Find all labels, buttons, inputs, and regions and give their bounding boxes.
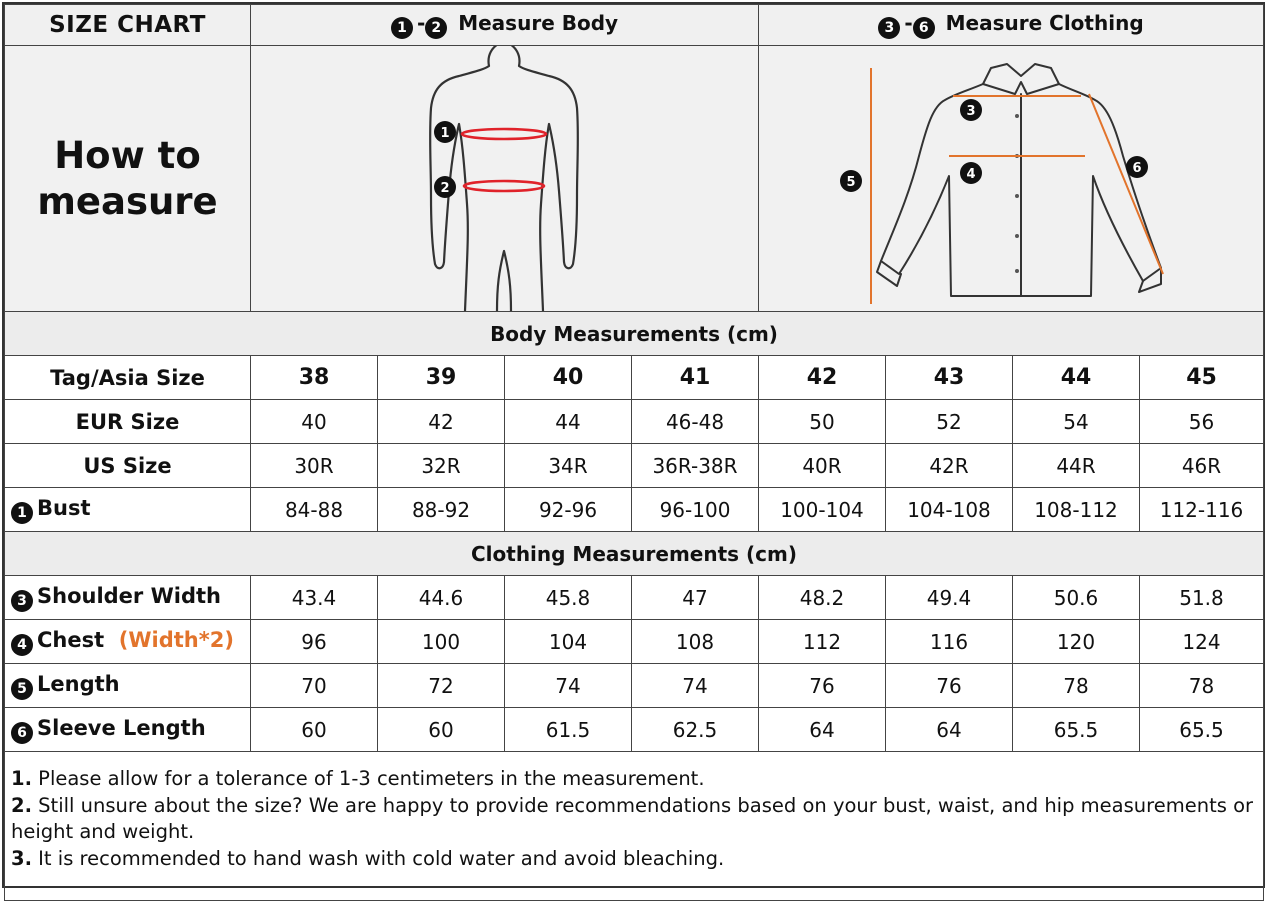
chest-width-note: (Width*2) xyxy=(118,627,234,652)
body-outline-illustration xyxy=(251,46,757,311)
table-cell: 50 xyxy=(759,400,886,444)
svg-text:2: 2 xyxy=(440,181,450,196)
table-cell: 56 xyxy=(1140,400,1264,444)
table-cell: 47 xyxy=(632,576,759,620)
note-number: 2. xyxy=(11,793,32,817)
row-label-cell xyxy=(5,708,251,752)
table-cell: 100 xyxy=(378,620,505,664)
shirt-marker-5 xyxy=(840,170,862,192)
row-label: Chest xyxy=(37,627,105,652)
clothing-measurements-band xyxy=(5,532,1264,576)
row-label: Sleeve Length xyxy=(37,715,206,740)
shirt-marker-6 xyxy=(1126,156,1148,178)
svg-text:1: 1 xyxy=(440,126,450,141)
table-cell: 41 xyxy=(632,356,759,400)
table-row xyxy=(5,664,1264,708)
header-row xyxy=(5,5,1264,46)
shirt-diagram-cell xyxy=(759,46,1264,312)
table-cell: 43 xyxy=(886,356,1013,400)
shirt-marker-3 xyxy=(960,99,982,121)
table-cell: 49.4 xyxy=(886,576,1013,620)
table-cell: 54 xyxy=(1013,400,1140,444)
marker-badge: 3 xyxy=(11,590,33,612)
shirt-marker-4 xyxy=(960,162,982,184)
table-cell: 44 xyxy=(505,400,632,444)
row-label: EUR Size xyxy=(5,400,251,444)
table-row xyxy=(5,576,1264,620)
notes-row xyxy=(5,752,1264,901)
table-cell: 46R xyxy=(1140,444,1264,488)
table-cell: 42 xyxy=(378,400,505,444)
table-cell: 60 xyxy=(378,708,505,752)
table-cell: 40R xyxy=(759,444,886,488)
table-cell: 61.5 xyxy=(505,708,632,752)
table-cell: 32R xyxy=(378,444,505,488)
table-cell: 46-48 xyxy=(632,400,759,444)
table-cell: 52 xyxy=(886,400,1013,444)
table-cell: 92-96 xyxy=(505,488,632,532)
table-cell: 78 xyxy=(1140,664,1264,708)
marker-badge: 6 xyxy=(11,722,33,744)
table-cell: 96 xyxy=(251,620,378,664)
table-row xyxy=(5,488,1264,532)
notes-cell xyxy=(5,752,1264,901)
table-row xyxy=(5,444,1264,488)
marker-badge: 2 xyxy=(425,17,447,39)
measure-clothing-header: 3 - 6 Measure Clothing xyxy=(759,5,1264,46)
table-row xyxy=(5,620,1264,664)
row-label: Length xyxy=(37,671,120,696)
svg-text:4: 4 xyxy=(966,167,976,182)
marker-badge: 1 xyxy=(11,502,33,524)
table-cell: 124 xyxy=(1140,620,1264,664)
marker-badge: 5 xyxy=(11,678,33,700)
table-cell: 62.5 xyxy=(632,708,759,752)
table-cell: 74 xyxy=(505,664,632,708)
table-cell: 45.8 xyxy=(505,576,632,620)
svg-text:6: 6 xyxy=(1132,161,1142,176)
table-cell: 36R-38R xyxy=(632,444,759,488)
row-label: US Size xyxy=(5,444,251,488)
table-cell: 50.6 xyxy=(1013,576,1140,620)
table-cell: 64 xyxy=(886,708,1013,752)
how-to-line-1: How to xyxy=(54,133,201,177)
row-label-cell xyxy=(5,488,251,532)
row-label-cell xyxy=(5,664,251,708)
table-cell: 65.5 xyxy=(1013,708,1140,752)
body-marker-2 xyxy=(434,176,456,198)
table-cell: 96-100 xyxy=(632,488,759,532)
row-label-cell xyxy=(5,620,251,664)
waist-line xyxy=(464,181,544,191)
table-cell: 76 xyxy=(759,664,886,708)
shirt-outline-illustration xyxy=(759,46,1264,311)
table-cell: 100-104 xyxy=(759,488,886,532)
body-measurements-title: Body Measurements (cm) xyxy=(5,312,1264,356)
table-cell: 40 xyxy=(505,356,632,400)
table-cell: 42 xyxy=(759,356,886,400)
table-row xyxy=(5,356,1264,400)
table-cell: 74 xyxy=(632,664,759,708)
table-cell: 112-116 xyxy=(1140,488,1264,532)
how-to-line-2: measure xyxy=(37,179,218,223)
table-cell: 104 xyxy=(505,620,632,664)
measure-clothing-label: Measure Clothing xyxy=(945,11,1144,35)
table-cell: 30R xyxy=(251,444,378,488)
row-label: Shoulder Width xyxy=(37,583,221,608)
table-cell: 70 xyxy=(251,664,378,708)
note-text: Please allow for a tolerance of 1-3 centimeters in the measurement. xyxy=(31,767,705,790)
table-cell: 76 xyxy=(886,664,1013,708)
body-diagram-cell xyxy=(251,46,759,312)
table-cell: 112 xyxy=(759,620,886,664)
table-cell: 42R xyxy=(886,444,1013,488)
table-cell: 38 xyxy=(251,356,378,400)
size-chart-title: SIZE CHART xyxy=(5,5,251,46)
how-to-measure-cell xyxy=(5,46,251,312)
note-text: Still unsure about the size? We are happy to provide recommendations based on your bust, waist, and hip measurements or height and weight. xyxy=(11,793,1254,843)
table-cell: 45 xyxy=(1140,356,1264,400)
marker-badge: 4 xyxy=(11,634,33,656)
table-cell: 108-112 xyxy=(1013,488,1140,532)
table-cell: 39 xyxy=(378,356,505,400)
note-item xyxy=(11,793,1257,846)
row-label: Tag/Asia Size xyxy=(5,356,251,400)
table-cell: 60 xyxy=(251,708,378,752)
table-row xyxy=(5,708,1264,752)
note-number: 1. xyxy=(11,767,32,790)
bust-line xyxy=(462,129,546,139)
clothing-measurements-title: Clothing Measurements (cm) xyxy=(5,532,1264,576)
measure-body-label: Measure Body xyxy=(458,11,619,35)
table-cell: 120 xyxy=(1013,620,1140,664)
measure-body-header: 1 - 2 Measure Body xyxy=(251,5,759,46)
row-label: Bust xyxy=(37,495,91,520)
table-cell: 84-88 xyxy=(251,488,378,532)
table-cell: 65.5 xyxy=(1140,708,1264,752)
table-cell: 34R xyxy=(505,444,632,488)
marker-badge: 6 xyxy=(913,17,935,39)
row-label-cell xyxy=(5,576,251,620)
table-cell: 48.2 xyxy=(759,576,886,620)
body-marker-1 xyxy=(434,121,456,143)
sleeve-line xyxy=(1089,94,1163,274)
note-number: 3. xyxy=(11,846,32,870)
size-chart-table xyxy=(4,4,1264,901)
table-cell: 104-108 xyxy=(886,488,1013,532)
note-item xyxy=(11,846,1257,873)
note-item xyxy=(11,766,1257,793)
table-cell: 64 xyxy=(759,708,886,752)
diagram-row xyxy=(5,46,1264,312)
note-text: It is recommended to hand wash with cold water and avoid bleaching. xyxy=(31,846,725,870)
svg-text:5: 5 xyxy=(846,175,856,190)
table-cell: 88-92 xyxy=(378,488,505,532)
table-cell: 78 xyxy=(1013,664,1140,708)
table-cell: 116 xyxy=(886,620,1013,664)
table-cell: 44.6 xyxy=(378,576,505,620)
table-cell: 72 xyxy=(378,664,505,708)
marker-badge: 1 xyxy=(391,17,413,39)
table-cell: 108 xyxy=(632,620,759,664)
table-cell: 44R xyxy=(1013,444,1140,488)
table-cell: 40 xyxy=(251,400,378,444)
body-measurements-band xyxy=(5,312,1264,356)
table-row xyxy=(5,400,1264,444)
marker-badge: 3 xyxy=(878,17,900,39)
table-cell: 51.8 xyxy=(1140,576,1264,620)
table-cell: 43.4 xyxy=(251,576,378,620)
size-chart-sheet xyxy=(2,2,1265,888)
svg-text:3: 3 xyxy=(966,104,976,119)
table-cell: 44 xyxy=(1013,356,1140,400)
